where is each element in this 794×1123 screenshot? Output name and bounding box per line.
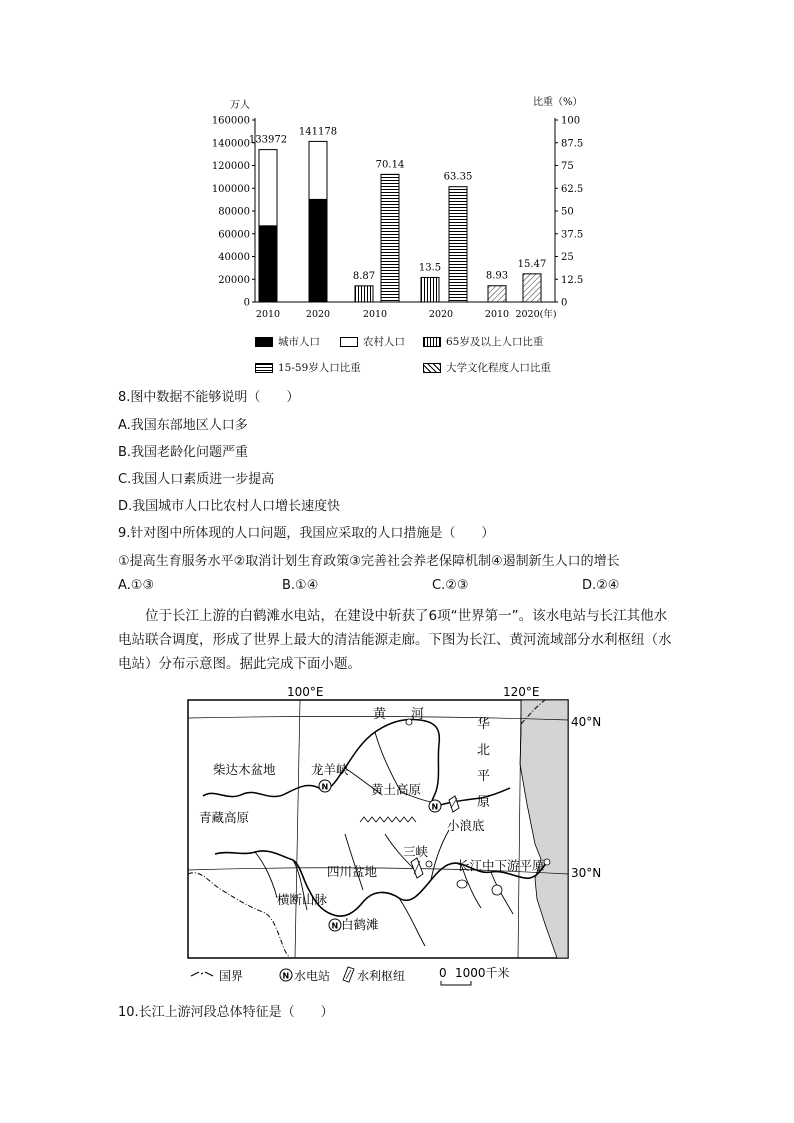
svg-text:N: N xyxy=(282,971,290,981)
legend-urban xyxy=(255,334,320,349)
legend-border-label: 国界 xyxy=(219,969,244,983)
y-left-tick-label: 100000 xyxy=(211,183,250,195)
city-marker xyxy=(544,859,550,865)
x-tick-label: 2010 xyxy=(255,309,281,320)
data-label-ratio-3: 63.35 xyxy=(443,171,473,183)
q9-option-b: B.①④ xyxy=(282,578,319,593)
river-hydropower-map xyxy=(185,684,615,994)
y-left-tick-label: 20000 xyxy=(218,274,250,286)
legend-hub-label: 水利枢纽 xyxy=(357,969,406,983)
x-tick-label: 2020 xyxy=(428,309,454,320)
label-xiaolangdi: 小浪底 xyxy=(447,818,485,833)
lake-dongting xyxy=(457,880,467,888)
label-qingzang: 青藏高原 xyxy=(199,810,250,825)
legend-rural xyxy=(340,334,405,349)
label-hengduan: 横断山脉 xyxy=(277,892,328,907)
svg-text:N: N xyxy=(431,802,439,812)
scale-bar xyxy=(441,981,471,985)
legend-label-urban: 城市人口 xyxy=(278,336,320,348)
scale-zero: 0 xyxy=(439,966,447,980)
chart-legend xyxy=(255,332,585,378)
lon-label-100e: 100°E xyxy=(287,685,324,699)
legend-border-symbol xyxy=(191,972,213,976)
label-sanxia: 三峡 xyxy=(403,844,429,859)
y-left-tick-label: 160000 xyxy=(211,115,250,127)
q8-option-a: A.我国东部地区人口多 xyxy=(118,418,248,433)
bar-urban-2010 xyxy=(259,226,277,302)
label-longyangxia: 龙羊峡 xyxy=(311,762,349,777)
y-left-axis-label: 万人 xyxy=(230,100,250,111)
data-label-total-2020: 141178 xyxy=(298,126,338,138)
y-left-tick-label: 40000 xyxy=(218,252,250,263)
y-right-tick-label: 62.5 xyxy=(561,183,584,195)
data-label-ratio-4: 8.93 xyxy=(485,270,509,282)
bar-ratio-2010-4 xyxy=(488,286,506,302)
svg-text:N: N xyxy=(321,782,329,792)
label-huangtu: 黄土高原 xyxy=(371,782,422,797)
lon-label-120e: 120°E xyxy=(503,685,540,699)
bar-rural-2020 xyxy=(309,141,327,199)
x-tick-label: 2020 xyxy=(305,309,331,320)
label-yuan: 原 xyxy=(477,795,491,810)
label-sichuan: 四川盆地 xyxy=(327,864,378,879)
q8-option-d: D.我国城市人口比农村人口增长速度快 xyxy=(118,499,341,514)
y-left-tick-label: 120000 xyxy=(211,161,250,172)
y-right-tick-label: 25 xyxy=(561,252,574,263)
legend-aged65 xyxy=(423,334,543,349)
y-right-tick-label: 75 xyxy=(561,161,574,172)
lat-label-40n: 40°N xyxy=(571,715,602,729)
longyangxia-station xyxy=(319,780,331,792)
q9-option-a: A.①③ xyxy=(118,578,155,593)
q9-stem: 9.针对图中所体现的人口问题，我国应采取的人口措施是（ ） xyxy=(118,526,495,541)
data-label-ratio-2: 13.5 xyxy=(418,262,442,274)
y-left-tick-label: 80000 xyxy=(218,206,250,218)
legend-label-aged65: 65岁及以上人口比重 xyxy=(446,336,544,348)
legend-university xyxy=(423,360,551,375)
legend-swatch-university xyxy=(423,363,441,373)
label-changjiang-plain: 长江中下游平原 xyxy=(457,858,545,873)
label-baihetan: 白鹤滩 xyxy=(341,917,379,932)
data-label-ratio-0: 8.87 xyxy=(352,270,376,282)
label-chaidamu: 柴达木盆地 xyxy=(213,762,276,777)
legend-working-age xyxy=(255,360,361,375)
legend-label-working-age: 15-59岁人口比重 xyxy=(278,362,361,374)
legend-station-symbol xyxy=(280,969,292,981)
q9-option-c: C.②③ xyxy=(432,578,469,593)
legend-station-label: 水电站 xyxy=(294,969,331,983)
label-bei: 北 xyxy=(477,743,491,758)
y-right-tick-label: 0 xyxy=(561,297,568,309)
legend-swatch-urban xyxy=(255,337,273,347)
label-ping: 平 xyxy=(477,769,491,784)
label-he: 河 xyxy=(411,707,425,722)
y-left-tick-label: 140000 xyxy=(211,138,250,150)
q8-option-c: C.我国人口素质进一步提高 xyxy=(118,472,275,487)
baihetan-station xyxy=(329,919,341,931)
data-label-total-2010: 133972 xyxy=(248,134,288,146)
population-chart xyxy=(205,90,585,322)
y-left-tick-label: 60000 xyxy=(218,229,250,241)
y-right-axis-label: 比重（%） xyxy=(533,97,583,108)
x-tick-label: 2010 xyxy=(362,309,388,320)
q8-option-b: B.我国老龄化问题严重 xyxy=(118,445,249,460)
passage-text: 位于长江上游的白鹤滩水电站，在建设中斩获了6项“世界第一”。该水电站与长江其他水电站联合调度，形成了世界上最大的清洁能源走廊。下图为长江、黄河流域部分水利枢纽（水电站）分布示意图。据此完成下面小题。 xyxy=(118,608,672,672)
city-marker xyxy=(426,861,432,867)
y-right-tick-label: 37.5 xyxy=(561,229,584,241)
lat-label-30n: 30°N xyxy=(571,866,602,880)
x-tick-label: 2010 xyxy=(484,309,510,320)
legend-swatch-rural xyxy=(340,337,358,347)
bar-rural-2010 xyxy=(259,150,277,226)
legend-hub-symbol xyxy=(343,967,354,982)
bar-ratio-2020-5 xyxy=(523,274,541,302)
y-right-tick-label: 50 xyxy=(561,206,574,218)
q9-option-d: D.②④ xyxy=(582,578,620,593)
data-label-ratio-1: 70.14 xyxy=(375,159,405,171)
legend-swatch-aged65 xyxy=(423,337,441,347)
legend-swatch-working-age xyxy=(255,363,273,373)
xiaolangdi-station xyxy=(429,800,441,812)
y-right-tick-label: 100 xyxy=(561,115,581,127)
y-right-tick-label: 12.5 xyxy=(561,274,584,286)
map-legend xyxy=(191,965,510,985)
q9-measures: ①提高生育服务水平②取消计划生育政策③完善社会养老保障机制④遏制新生人口的增长 xyxy=(118,554,620,569)
bar-ratio-2010-1 xyxy=(381,174,399,302)
y-left-tick-label: 0 xyxy=(243,297,250,309)
y-right-tick-label: 87.5 xyxy=(561,138,584,150)
svg-text:N: N xyxy=(331,921,339,931)
bar-ratio-2020-2 xyxy=(421,277,439,302)
bar-ratio-2020-3 xyxy=(449,187,467,302)
label-huang: 黄 xyxy=(373,707,387,722)
label-hua: 华 xyxy=(477,717,491,732)
lake-poyang xyxy=(492,885,502,895)
legend-label-rural: 农村人口 xyxy=(363,336,405,348)
chart-plot-area xyxy=(212,116,583,321)
bar-ratio-2010-0 xyxy=(355,286,373,302)
q8-stem: 8.图中数据不能够说明（ ） xyxy=(118,390,300,405)
data-label-ratio-5: 15.47 xyxy=(517,258,547,270)
bar-urban-2020 xyxy=(309,199,327,302)
q10-stem: 10.长江上游河段总体特征是（ ） xyxy=(118,1005,334,1020)
legend-label-university: 大学文化程度人口比重 xyxy=(446,362,551,374)
scale-value: 1000千米 xyxy=(455,966,510,980)
x-tick-label: 2020(年) xyxy=(515,309,557,320)
